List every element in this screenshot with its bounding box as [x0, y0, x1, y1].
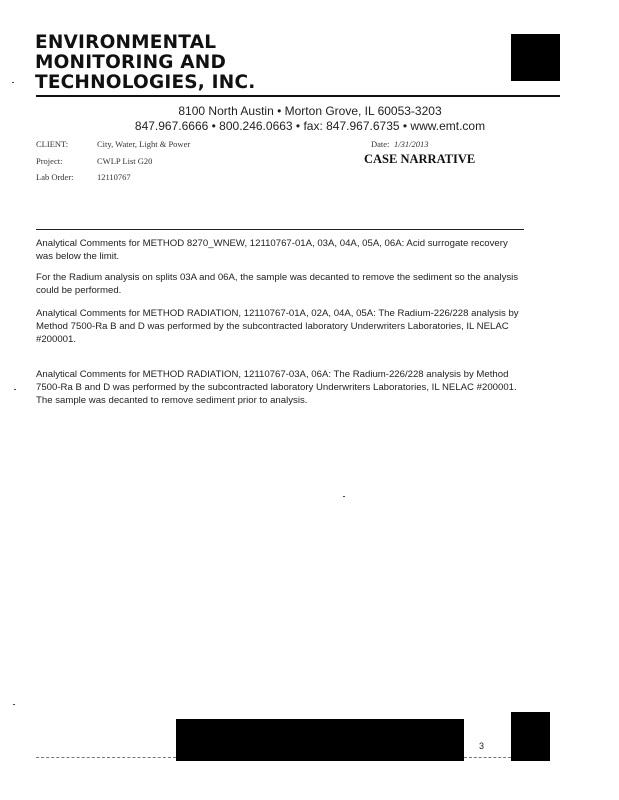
narrative-paragraph-1: Analytical Comments for METHOD 8270_WNEW, 12110767-01A, 03A, 04A, 05A, 06A: Acid surrogate recovery was below the limit. — [36, 238, 508, 262]
client-value: City, Water, Light & Power — [97, 139, 191, 149]
scan-artifact — [14, 389, 16, 390]
narrative-paragraph-2: For the Radium analysis on splits 03A and 06A, the sample was decanted to remove the sediment so the analysis could be performed. — [36, 272, 519, 296]
document-title: CASE NARRATIVE — [364, 152, 476, 166]
footer-line-right — [464, 757, 511, 758]
content-divider — [36, 229, 524, 230]
scan-artifact — [13, 704, 15, 705]
redaction-block-bottom — [511, 712, 550, 761]
company-name — [35, 33, 255, 93]
redaction-block-top — [511, 34, 560, 81]
date-value: 1/31/2013 — [394, 139, 429, 149]
project-value: CWLP List G20 — [97, 156, 153, 166]
scan-artifact — [343, 496, 345, 497]
company-name-line-1: ENVIRONMENTAL — [35, 32, 217, 53]
company-contact: 847.967.6666 • 800.246.0663 • fax: 847.967.6735 • www.emt.com — [134, 119, 486, 133]
lab-order-value: 12110767 — [97, 172, 131, 182]
footer-line-left — [36, 757, 176, 758]
lab-order-label: Lab Order: — [36, 172, 74, 182]
header-divider — [36, 95, 560, 97]
company-name-line-3: TECHNOLOGIES, INC. — [35, 72, 256, 93]
date-label: Date: — [371, 139, 390, 149]
narrative-paragraph-4: Analytical Comments for METHOD RADIATION, 12110767-03A, 06A: The Radium-226/228 analysis by Method 7500-Ra B and D was performed by the subcontracted laboratory Underwriters Laboratories, IL NELAC #200001. The sample was decanted to remove sediment prior to analysis. — [36, 369, 517, 406]
company-name-line-2: MONITORING AND — [35, 52, 227, 73]
company-address: 8100 North Austin • Morton Grove, IL 60053-3203 — [178, 104, 442, 118]
narrative-paragraph-3: Analytical Comments for METHOD RADIATION, 12110767-01A, 02A, 04A, 05A: The Radium-226/228 analysis by Method 7500-Ra B and D was performed by the subcontracted laboratory Underwriters Laboratories, IL NELAC #200001. — [36, 308, 519, 345]
redaction-bar-bottom — [176, 719, 464, 761]
project-label: Project: — [36, 156, 63, 166]
scan-artifact — [12, 82, 14, 83]
page-number: 3 — [479, 741, 485, 751]
client-label: CLIENT: — [36, 139, 69, 149]
